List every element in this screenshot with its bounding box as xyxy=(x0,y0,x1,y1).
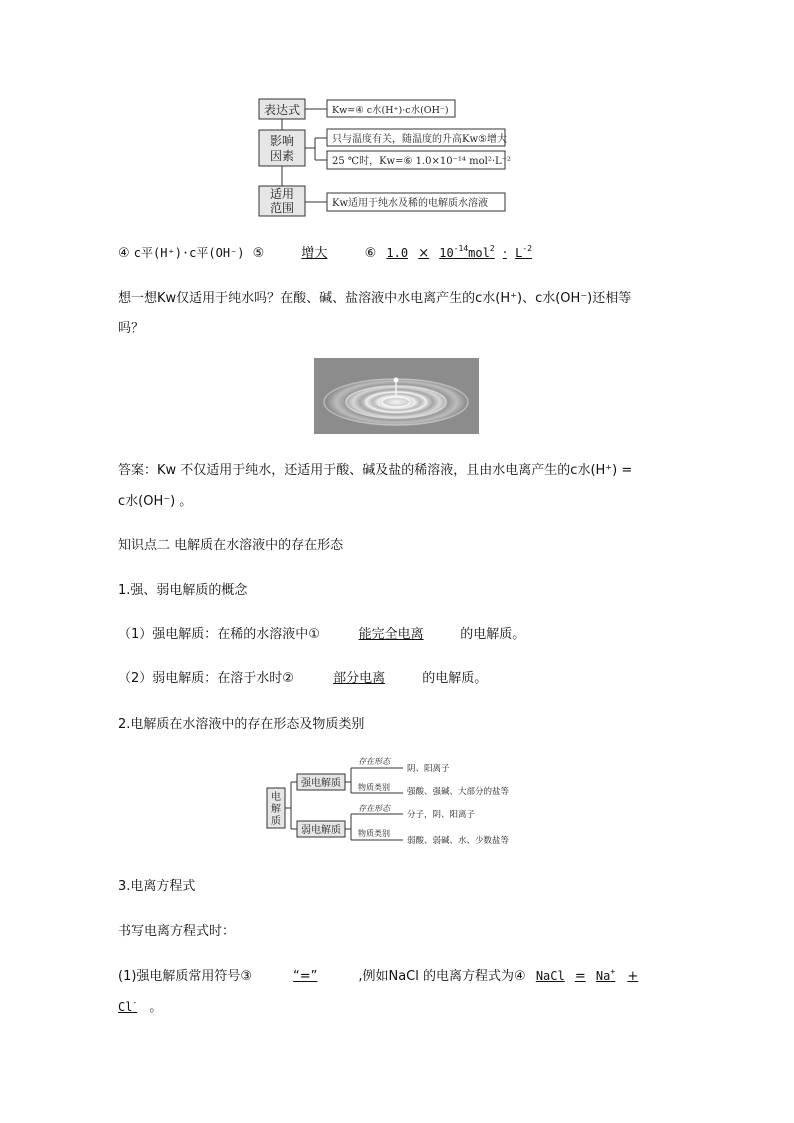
kw-label-factors-1: 影响 xyxy=(269,134,295,148)
kw-label-factors-2: 因素 xyxy=(269,149,295,163)
eq-plus: + xyxy=(627,969,639,984)
question-line-2: 吗？ xyxy=(118,321,145,336)
section-2-item-2: 2.电解质在水溶液中的存在形态及物质类别 xyxy=(118,717,365,732)
strong-electrolyte-definition: （1）强电解质：在稀的水溶液中① 能完全电离 的电解质。 xyxy=(118,623,525,642)
weak-class-value: 弱酸、弱碱、水、少数盐等 xyxy=(407,836,510,846)
eq-nacl: NaCl xyxy=(535,969,565,983)
root-char-2: 解 xyxy=(271,804,281,815)
answer-5-number: ⑤ xyxy=(252,246,265,261)
eq-na-ion: Na+ xyxy=(595,967,616,983)
answer-6-times: × xyxy=(418,246,430,261)
answer-line-2: c水(OH⁻) 。 xyxy=(118,494,193,509)
strong-form-label: 存在形态 xyxy=(358,757,390,766)
strong-equation-line-1: (1)强电解质常用符号③ “=” ,例如NaCl 的电离方程式为④ NaCl = Na+ + xyxy=(118,967,639,984)
answer-4-text: c平(H⁺)·c平(OH⁻) xyxy=(133,246,245,260)
answer-6-unit2: $L^{-2}$ xyxy=(515,244,532,260)
strong-electrolyte-node: 强电解质 xyxy=(301,778,341,789)
kw-label-scope-2: 范围 xyxy=(269,201,295,215)
kw-diagram xyxy=(255,94,515,220)
strong-equation-line-2 xyxy=(118,996,162,1015)
weak-class-label: 物质类别 xyxy=(358,829,390,838)
answer-6-dot: · xyxy=(502,246,507,261)
strong-class-label: 物质类别 xyxy=(358,783,390,792)
kw-label-expression: 表达式 xyxy=(263,103,301,117)
symbol-blank: “=” xyxy=(293,969,318,984)
strong-electrolyte-blank: 能完全电离 xyxy=(358,627,424,642)
weak-electrolyte-node: 弱电解质 xyxy=(301,825,341,836)
section-3-item-3: 3.电离方程式 xyxy=(118,879,196,894)
section-2-item-1: 1.强、弱电解质的概念 xyxy=(118,583,248,598)
root-char-1: 电 xyxy=(271,792,281,803)
kw-box-25c: 25 ℃时，Kw=⑥ 1.0×10⁻¹⁴ mol²·L⁻² xyxy=(332,156,511,167)
root-char-3: 质 xyxy=(271,816,281,827)
eq-equals: = xyxy=(574,969,586,984)
eq-end: 。 xyxy=(149,1000,163,1015)
eq-cl-ion: Cl- xyxy=(118,998,138,1014)
section-3-intro: 书写电离方程式时： xyxy=(118,924,236,939)
kw-label-scope-1: 适用 xyxy=(269,187,295,201)
kw-box-temperature: 只与温度有关，随温度的升高Kw⑤增大 xyxy=(332,134,507,145)
weak-electrolyte-blank: 部分电离 xyxy=(333,671,386,686)
electrolyte-diagram xyxy=(265,752,540,848)
weak-form-value: 分子，阴、阳离子 xyxy=(407,810,476,820)
answer-line-1: 答案：Kw 不仅适用于纯水，还适用于酸、碱及盐的稀溶液，且由水电离产生的c水(H⁺) = xyxy=(118,463,633,478)
section-2-heading: 知识点二 电解质在水溶液中的存在形态 xyxy=(118,538,344,553)
strong-form-value: 阴、阳离子 xyxy=(407,764,450,774)
answer-5-blank: 增大 xyxy=(301,246,328,261)
weak-electrolyte-definition: （2）弱电解质：在溶于水时② 部分电离 的电解质。 xyxy=(118,667,487,686)
answer-6-coef: 1.0 xyxy=(386,246,409,260)
answers-line xyxy=(118,242,532,261)
strong-class-value: 强酸、强碱、大部分的盐等 xyxy=(407,787,510,797)
question-line-1: 想一想Kw仅适用于纯水吗？在酸、碱、盐溶液中水电离产生的c水(H⁺)、c水(OH⁻)还相等 xyxy=(118,291,632,306)
answer-6-number: ⑥ xyxy=(364,246,377,261)
kw-box-expression: Kw=④ c水(H⁺)·c水(OH⁻) xyxy=(332,105,449,116)
answer-6-base: $10^{-14}mol^2$ xyxy=(439,244,495,260)
answer-4-number: ④ xyxy=(118,246,130,261)
weak-form-label: 存在形态 xyxy=(358,804,390,813)
water-ripple-image xyxy=(314,358,479,434)
kw-box-scope: Kw适用于纯水及稀的电解质水溶液 xyxy=(332,198,489,209)
